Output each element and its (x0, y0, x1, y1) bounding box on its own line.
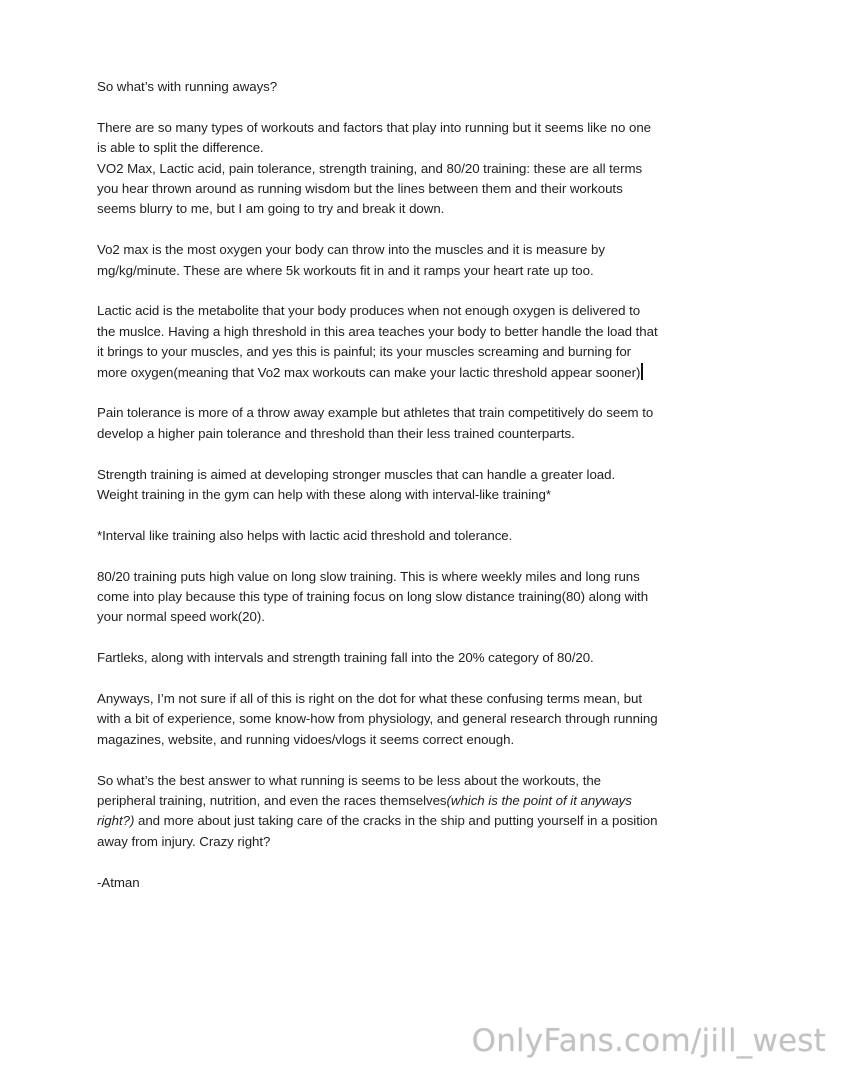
paragraph-vo2max: Vo2 max is the most oxygen your body can throw into the muscles and it is measure by mg/kg/minute. These are where 5k workouts fit in and it ramps your heart rate up too. (97, 242, 605, 278)
paragraph-pain-tolerance: Pain tolerance is more of a throw away example but athletes that train competitively do seem to develop a higher pain tolerance and threshold than their less trained counterparts. (97, 405, 654, 441)
watermark-text: OnlyFans.com/jill_west (471, 1023, 826, 1059)
paragraph-80-20: 80/20 training puts high value on long slow training. This is where weekly miles and long runs come into play because this type of training focus on long slow distance training(80) along with your normal speed work(20). (97, 568, 649, 625)
signature: -Atman (97, 874, 140, 890)
paragraph-lactic-acid (97, 301, 757, 383)
paragraph-intro: There are so many types of workouts and factors that play into running but it seems like no one is able to split the difference. (97, 119, 652, 156)
paragraph-conclusion-end: and more about just taking care of the cracks in the ship and putting yourself in a position away from injury. Crazy right? (97, 813, 658, 849)
document-page (97, 77, 757, 913)
paragraph-interval-note: *Interval like training also helps with lactic acid threshold and tolerance. (97, 527, 513, 543)
paragraph-terms: VO2 Max, Lactic acid, pain tolerance, strength training, and 80/20 training: these are all terms you hear thrown around as running wisdom but the lines between them and their workouts seems blurry to me, but I am going to try and break it down. (97, 160, 643, 217)
title-line: So what’s with running aways? (97, 79, 278, 94)
paragraph-strength-training: Strength training is aimed at developing stronger muscles that can handle a greater load. Weight training in the gym can help with these along with interval-like training* (97, 466, 616, 503)
text-cursor (641, 363, 643, 380)
paragraph-anyways: Anyways, I’m not sure if all of this is right on the dot for what these confusing terms mean, but with a bit of experience, some know-how from physiology, and general research through running magazines, website, and running vidoes/vlogs it seems correct enough. (97, 691, 658, 747)
paragraph-conclusion (97, 771, 757, 853)
paragraph-conclusion-italic: (which is the point of it anyways right?) (97, 793, 632, 829)
paragraph-fartleks: Fartleks, along with intervals and strength training fall into the 20% category of 80/20. (97, 650, 594, 666)
paragraph-lactic-acid-text: Lactic acid is the metabolite that your body produces when not enough oxygen is delivered to the muslce. Having a high threshold in this area teaches your body to better handle the load that it brings to your muscles, and yes this is painful; its your muscles screaming and burning for more oxygen(meaning that Vo2 max workouts can make your lactic threshold appear sooner) (97, 303, 658, 380)
paragraph-conclusion-start: So what’s the best answer to what running is seems to be less about the workouts, the peripheral training, nutrition, and even the races themselves (97, 772, 602, 809)
